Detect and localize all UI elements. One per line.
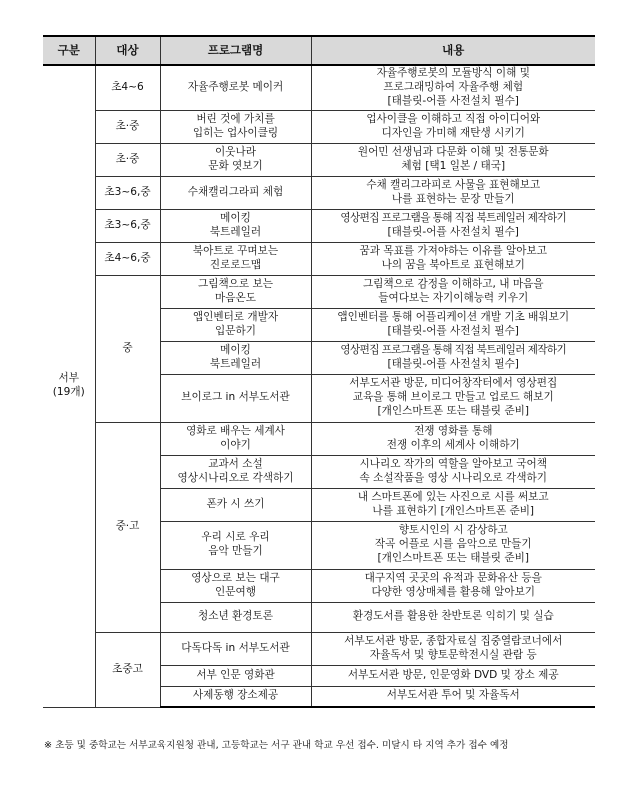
target-cell: 초중고 bbox=[95, 632, 160, 707]
program-name-line: 진로로드맵 bbox=[209, 258, 262, 271]
program-name-cell bbox=[160, 422, 311, 455]
target-cell: 초4~6,중 bbox=[95, 242, 160, 275]
program-name-line: 브이로그 in 서부도서관 bbox=[181, 391, 290, 404]
program-name-line: 이웃나라 bbox=[215, 145, 256, 158]
program-name-line: 자율주행로봇 메이커 bbox=[187, 80, 284, 93]
content-line: [태블릿-어플 사전설치 필수] bbox=[387, 357, 519, 370]
program-name-line: 북트레일러 bbox=[209, 225, 262, 238]
program-name-cell bbox=[160, 665, 311, 686]
content-line: 영상편집 프로그램을 통해 직접 북트레일러 제작하기 bbox=[340, 211, 567, 224]
program-name-cell bbox=[160, 455, 311, 488]
program-name-line: 다독다독 in 서부도서관 bbox=[181, 641, 290, 654]
program-name-line: 사제동행 장소제공 bbox=[192, 689, 279, 702]
content-line: 영상편집 프로그램을 통해 직접 북트레일러 제작하기 bbox=[340, 343, 567, 356]
content-line: 전쟁 이후의 세계사 이해하기 bbox=[386, 438, 520, 451]
table-row bbox=[43, 110, 595, 143]
content-line: 서부도서관 방문, 종합자료실 집중열람코너에서 bbox=[344, 634, 563, 647]
content-cell bbox=[311, 569, 595, 602]
program-name-line: 영화로 배우는 세계사 bbox=[186, 424, 285, 437]
content-line: [개인스마트폰 또는 태블릿 준비] bbox=[377, 404, 529, 417]
program-name-cell bbox=[160, 65, 311, 110]
content-line: 속 소설작품을 영상 시나리오로 각색하기 bbox=[359, 471, 547, 484]
target-cell: 초·중 bbox=[95, 143, 160, 176]
program-name-line: 서부 인문 영화관 bbox=[196, 668, 275, 681]
content-line: 나의 꿈을 북아트로 표현해보기 bbox=[381, 258, 525, 271]
content-cell bbox=[311, 143, 595, 176]
program-name-line: 청소년 환경토론 bbox=[197, 610, 273, 623]
target-cell: 초3~6,중 bbox=[95, 176, 160, 209]
target-cell: 초3~6,중 bbox=[95, 209, 160, 242]
content-cell bbox=[311, 455, 595, 488]
program-name-line: 북트레일러 bbox=[209, 357, 262, 370]
content-cell bbox=[311, 110, 595, 143]
program-name-cell bbox=[160, 308, 311, 341]
content-line: [태블릿-어플 사전설치 필수] bbox=[387, 225, 519, 238]
table-header-row bbox=[43, 36, 595, 65]
program-name-line: 입문하기 bbox=[215, 324, 256, 337]
table-row bbox=[43, 632, 595, 665]
program-name-line: 인문여행 bbox=[215, 585, 256, 598]
program-name-cell bbox=[160, 143, 311, 176]
content-line: 나를 표현하는 문장 만들기 bbox=[391, 192, 515, 205]
content-cell bbox=[311, 308, 595, 341]
table-row bbox=[43, 209, 595, 242]
content-line: 대구지역 곳곳의 유적과 문화유산 등을 bbox=[364, 571, 542, 584]
program-name-line: 문화 엿보기 bbox=[208, 159, 263, 172]
table-row bbox=[43, 422, 595, 455]
content-line: 체험 [택1 일본 / 태국] bbox=[401, 159, 506, 172]
header-content: 내용 bbox=[311, 36, 595, 65]
program-name-line: 메이킹 bbox=[220, 211, 251, 224]
program-name-cell bbox=[160, 521, 311, 569]
program-table bbox=[43, 35, 595, 708]
content-cell bbox=[311, 422, 595, 455]
content-cell bbox=[311, 209, 595, 242]
content-line: 서부도서관 투어 및 자율독서 bbox=[386, 689, 520, 702]
content-line: [태블릿-어플 사전설치 필수] bbox=[387, 324, 519, 337]
content-cell bbox=[311, 65, 595, 110]
region-name: 서부 bbox=[58, 372, 79, 385]
program-name-line: 메이킹 bbox=[220, 343, 251, 356]
content-line: 업사이클을 이해하고 직접 아이디어와 bbox=[366, 112, 541, 125]
content-line: 자율독서 및 향토문학전시실 관람 등 bbox=[369, 648, 537, 661]
program-name-cell bbox=[160, 110, 311, 143]
content-line: 환경도서를 활용한 찬반토론 익히기 및 실습 bbox=[352, 610, 554, 623]
header-category: 구분 bbox=[43, 36, 95, 65]
program-name-cell bbox=[160, 275, 311, 308]
content-line: 시나리오 작가의 역할을 알아보고 국어책 bbox=[359, 457, 547, 470]
target-cell: 중·고 bbox=[95, 422, 160, 632]
content-cell bbox=[311, 488, 595, 521]
table-row bbox=[43, 242, 595, 275]
program-name-line: 음악 만들기 bbox=[208, 545, 263, 557]
table-row bbox=[43, 176, 595, 209]
program-name-line: 버린 것에 가치를 bbox=[196, 112, 275, 125]
program-name-line: 북아트로 꾸며보는 bbox=[192, 244, 279, 257]
content-line: 앱인벤터를 통해 어플리케이션 개발 기초 배워보기 bbox=[337, 310, 570, 323]
table-row bbox=[43, 65, 595, 110]
content-line: 나를 표현하기 [개인스마트폰 준비] bbox=[372, 504, 535, 517]
region-count: (19개) bbox=[52, 386, 85, 399]
content-cell bbox=[311, 686, 595, 707]
program-name-cell bbox=[160, 209, 311, 242]
program-name-cell bbox=[160, 341, 311, 374]
content-cell bbox=[311, 176, 595, 209]
content-line: 들여다보는 자기이해능력 키우기 bbox=[378, 291, 529, 304]
content-line: [태블릿-어플 사전설치 필수] bbox=[387, 94, 519, 107]
program-name-cell bbox=[160, 602, 311, 632]
table-body bbox=[43, 65, 595, 707]
content-line: 서부도서관 방문, 미디어창작터에서 영상편집 bbox=[349, 377, 558, 390]
program-name-line: 입히는 업사이클링 bbox=[192, 126, 279, 139]
region-cell bbox=[43, 65, 95, 707]
content-line: 다양한 영상매체를 활용해 알아보기 bbox=[371, 585, 536, 598]
content-cell bbox=[311, 521, 595, 569]
table-row bbox=[43, 275, 595, 308]
program-name-line: 교과서 소설 bbox=[208, 457, 263, 470]
content-line: 내 스마트폰에 있는 사진으로 시를 써보고 bbox=[357, 490, 549, 503]
content-line: 서부도서관 방문, 인문영화 DVD 및 장소 제공 bbox=[347, 668, 559, 681]
program-name-cell bbox=[160, 632, 311, 665]
content-cell bbox=[311, 602, 595, 632]
program-name-line: 앱인벤터로 개발자 bbox=[192, 310, 279, 323]
program-name-cell bbox=[160, 686, 311, 707]
program-name-line: 영상시나리오로 각색하기 bbox=[177, 471, 294, 484]
program-name-cell bbox=[160, 569, 311, 602]
content-line: 자율주행로봇의 모듈방식 이해 및 bbox=[376, 67, 530, 80]
content-cell bbox=[311, 242, 595, 275]
content-cell bbox=[311, 275, 595, 308]
content-line: 향토시인의 시 감상하고 bbox=[398, 524, 508, 537]
content-cell bbox=[311, 341, 595, 374]
table-row bbox=[43, 143, 595, 176]
content-line: 원어민 선생님과 다문화 이해 및 전통문화 bbox=[357, 145, 549, 158]
content-line: 교육을 통해 브이로그 만들고 업로드 해보기 bbox=[352, 391, 554, 404]
program-name-cell bbox=[160, 374, 311, 422]
program-name-cell bbox=[160, 488, 311, 521]
content-line: 디자인을 가미해 재탄생 시키기 bbox=[381, 126, 525, 139]
content-cell bbox=[311, 632, 595, 665]
header-target: 대상 bbox=[95, 36, 160, 65]
target-cell: 초·중 bbox=[95, 110, 160, 143]
program-name-line: 수채캘리그라피 체험 bbox=[187, 185, 284, 198]
program-name-cell bbox=[160, 242, 311, 275]
footnote: ※ 초등 및 중학교는 서부교육지원청 관내, 고등학교는 서구 관내 학교 우선 접수. 미달시 타 지역 추가 접수 예정 bbox=[44, 740, 509, 751]
content-line: [개인스마트폰 또는 태블릿 준비] bbox=[377, 551, 529, 564]
content-line: 전쟁 영화를 통해 bbox=[414, 424, 493, 437]
content-line: 꿈과 목표를 가져야하는 이유를 알아보고 bbox=[359, 244, 547, 257]
target-cell: 초4~6 bbox=[95, 65, 160, 110]
program-name-line: 폰카 시 쓰기 bbox=[206, 497, 265, 510]
content-line: 작곡 어플로 시를 음악으로 만들기 bbox=[374, 538, 532, 551]
content-cell bbox=[311, 665, 595, 686]
program-name-cell bbox=[160, 176, 311, 209]
program-name-line: 우리 시로 우리 bbox=[201, 531, 270, 544]
program-name-line: 마음온도 bbox=[215, 291, 256, 304]
header-program-name: 프로그램명 bbox=[160, 36, 311, 65]
program-name-line: 그림책으로 보는 bbox=[197, 277, 273, 290]
content-line: 프로그래밍하여 자율주행 체험 bbox=[383, 80, 524, 93]
target-cell: 중 bbox=[95, 275, 160, 422]
program-name-line: 영상으로 보는 대구 bbox=[191, 571, 280, 584]
content-cell bbox=[311, 374, 595, 422]
content-line: 수채 캘리그라피로 사물을 표현해보고 bbox=[366, 178, 541, 191]
content-line: 그림책으로 감정을 이해하고, 내 마음을 bbox=[362, 277, 544, 290]
program-name-line: 이야기 bbox=[220, 438, 251, 451]
